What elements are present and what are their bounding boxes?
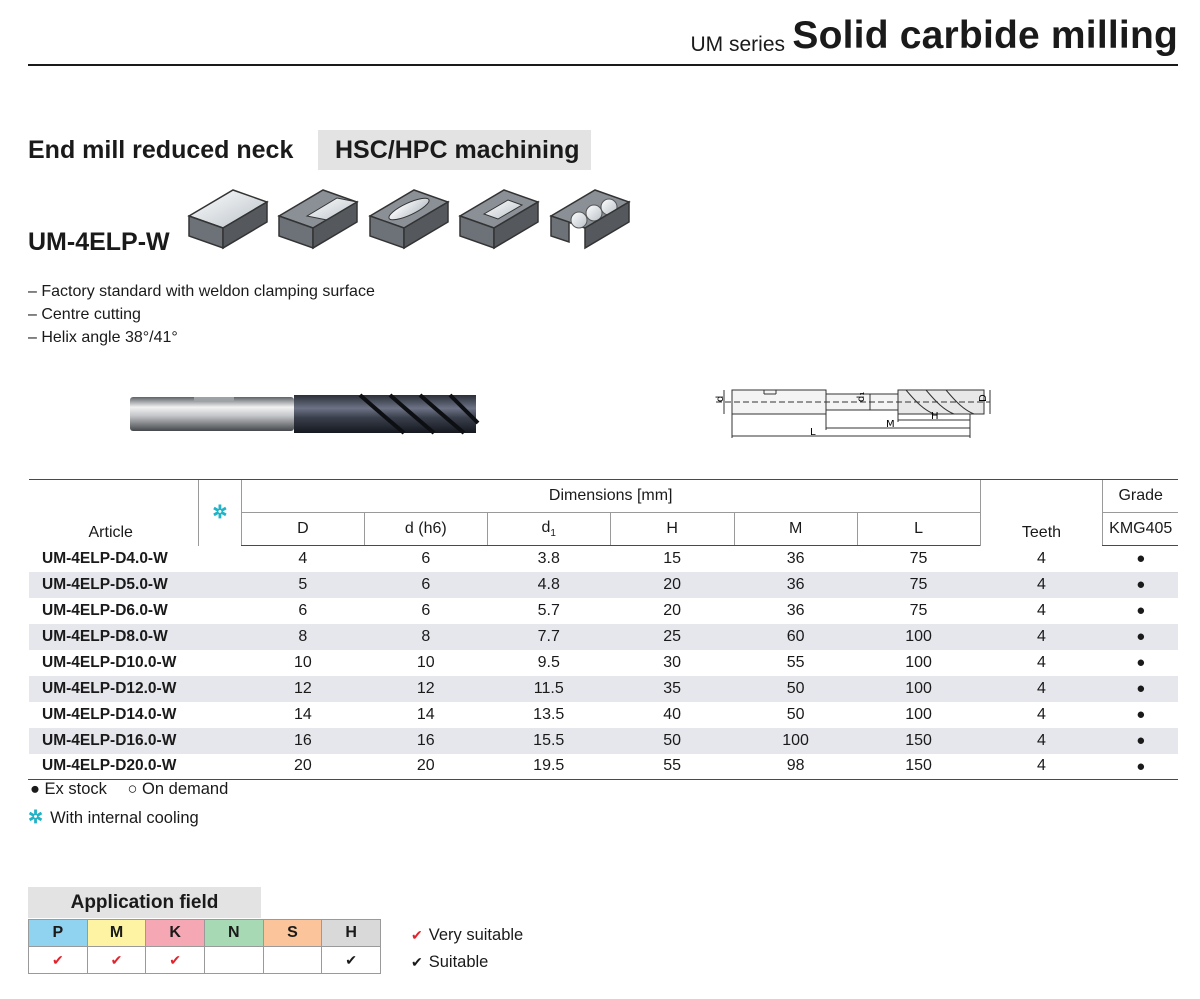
D-cell: 10 xyxy=(293,653,312,671)
grade-availability-cell: ● xyxy=(1136,602,1146,619)
slot-milling-block-icon xyxy=(370,190,448,248)
M-cell: 36 xyxy=(734,572,857,598)
H-cell: 40 xyxy=(663,705,682,723)
column-header-M: M xyxy=(734,513,857,546)
M-cell: 36 xyxy=(786,549,805,567)
face-milling-block-icon xyxy=(189,190,267,248)
feature-list xyxy=(28,280,375,349)
material-group-K: K xyxy=(146,920,205,947)
red-check-icon: ✔ xyxy=(51,951,64,968)
d-cell: 16 xyxy=(364,728,487,754)
H-cell: 30 xyxy=(663,653,682,671)
suitable-legend: ✔ Suitable xyxy=(411,953,489,971)
L-cell: 100 xyxy=(905,653,932,671)
cooling-cell xyxy=(198,754,241,780)
column-header-d1: $d_1$ xyxy=(487,513,610,546)
material-group-H: H xyxy=(322,920,381,947)
article-cell: UM-4ELP-D8.0-W xyxy=(29,624,199,650)
H-cell: 20 xyxy=(610,572,734,598)
M-cell: 100 xyxy=(734,728,857,754)
drawing-label-d1: d₁ xyxy=(856,391,867,402)
dimensions-header: Dimensions [mm] xyxy=(241,480,980,513)
L-cell: 150 xyxy=(857,728,980,754)
L-cell: 150 xyxy=(857,754,980,780)
material-group-P: P xyxy=(29,920,88,947)
black-check-icon: ✔ xyxy=(411,954,423,970)
d-cell: 14 xyxy=(416,705,435,723)
article-column-header: Article xyxy=(29,480,199,546)
H-cell: 35 xyxy=(610,676,734,702)
M-cell: 60 xyxy=(734,624,857,650)
page-title: Solid carbide milling xyxy=(792,14,1178,57)
d-cell: 20 xyxy=(364,754,487,780)
H-cell: 55 xyxy=(610,754,734,780)
suitability-legend xyxy=(411,922,523,976)
suitability-row xyxy=(29,947,381,974)
drawing-label-D: D xyxy=(978,394,989,402)
table-row xyxy=(29,676,1179,702)
article-code: UM-4ELP-W xyxy=(28,228,170,256)
table-row xyxy=(29,572,1179,598)
M-cell: 98 xyxy=(734,754,857,780)
d1-cell: 9.5 xyxy=(537,653,560,671)
d1-cell: 15.5 xyxy=(487,728,610,754)
D-cell: 20 xyxy=(241,754,364,780)
teeth-cell: 4 xyxy=(980,754,1103,780)
drawing-label-M: M xyxy=(886,419,895,430)
d-cell: 6 xyxy=(421,549,431,567)
cooling-column-header xyxy=(198,480,241,546)
D-cell: 5 xyxy=(241,572,364,598)
D-cell: 8 xyxy=(241,624,364,650)
cooling-cell xyxy=(198,598,241,624)
column-header-d-h6: d (h6) xyxy=(364,513,487,546)
grade-header: Grade xyxy=(1103,480,1178,513)
teeth-cell: 4 xyxy=(980,728,1103,754)
D-cell: 14 xyxy=(293,705,312,723)
red-check-icon: ✔ xyxy=(110,951,123,968)
internal-cooling-icon: ✲ xyxy=(28,807,44,827)
teeth-cell: 4 xyxy=(1037,653,1046,671)
d-cell: 10 xyxy=(416,653,435,671)
suitability-cell-M xyxy=(87,947,146,974)
feature-item: – Factory standard with weldon clamping surface xyxy=(28,283,375,300)
drawing-label-d: d xyxy=(715,395,726,402)
drawing-label-H: H xyxy=(931,411,939,422)
material-group-M: M xyxy=(87,920,146,947)
M-cell: 50 xyxy=(786,705,805,723)
grade-availability-cell: ● xyxy=(1136,550,1146,568)
material-group-row xyxy=(29,920,381,947)
table-row xyxy=(29,546,1179,572)
table-row xyxy=(29,728,1179,754)
page-header xyxy=(28,14,1178,66)
d1-cell: 5.7 xyxy=(537,601,560,619)
ex-stock-legend: ● Ex stock xyxy=(30,780,107,798)
cooling-cell xyxy=(198,702,241,728)
cooling-cell xyxy=(198,650,241,676)
M-cell: 50 xyxy=(734,676,857,702)
suitability-cell-H xyxy=(322,947,381,974)
cooling-cell xyxy=(198,572,241,598)
pocket-milling-block-icon xyxy=(460,190,538,248)
stock-legend xyxy=(30,780,244,799)
red-check-icon: ✔ xyxy=(411,927,423,943)
H-cell: 25 xyxy=(610,624,734,650)
d-cell: 6 xyxy=(364,572,487,598)
end-mill-photo xyxy=(128,385,482,435)
specification-rows xyxy=(29,546,1179,780)
teeth-cell: 4 xyxy=(1037,705,1046,723)
d1-cell: 13.5 xyxy=(533,705,565,723)
very-suitable-legend: ✔ Very suitable xyxy=(411,926,524,944)
L-cell: 75 xyxy=(857,572,980,598)
d1-cell: 4.8 xyxy=(487,572,610,598)
M-cell: 55 xyxy=(786,653,805,671)
table-row xyxy=(29,702,1179,728)
grade-availability-cell: ● xyxy=(1136,654,1146,671)
M-cell: 36 xyxy=(786,601,805,619)
article-cell: UM-4ELP-D14.0-W xyxy=(42,705,177,723)
article-cell: UM-4ELP-D6.0-W xyxy=(42,601,168,619)
red-check-icon: ✔ xyxy=(169,951,181,968)
d-cell: 12 xyxy=(364,676,487,702)
suitability-cell-K xyxy=(146,947,205,974)
L-cell: 75 xyxy=(909,549,928,567)
grade-availability-cell: ● xyxy=(1103,754,1178,780)
grade-availability-cell: ● xyxy=(1103,572,1178,598)
feature-item: – Helix angle 38°/41° xyxy=(28,329,178,346)
D-cell: 4 xyxy=(298,549,308,567)
teeth-cell: 4 xyxy=(980,572,1103,598)
L-cell: 100 xyxy=(857,624,980,650)
cooling-cell xyxy=(198,728,241,754)
D-cell: 12 xyxy=(241,676,364,702)
table-row xyxy=(29,650,1179,676)
teeth-column-header: Teeth xyxy=(980,480,1103,546)
H-cell: 20 xyxy=(663,601,682,619)
machining-tag: HSC/HPC machining xyxy=(318,130,591,170)
d1-cell: 7.7 xyxy=(487,624,610,650)
article-cell: UM-4ELP-D20.0-W xyxy=(29,754,199,780)
grade-name-header: KMG405 xyxy=(1103,513,1178,546)
d-cell: 6 xyxy=(421,601,431,619)
L-cell: 100 xyxy=(857,676,980,702)
specification-table xyxy=(28,479,1178,780)
on-demand-legend: ○ On demand xyxy=(127,780,229,798)
feature-item: – Centre cutting xyxy=(28,306,141,323)
D-cell: 16 xyxy=(241,728,364,754)
article-cell: UM-4ELP-D10.0-W xyxy=(42,653,177,671)
H-cell: 50 xyxy=(610,728,734,754)
workpiece-icons xyxy=(187,186,637,252)
table-row xyxy=(29,754,1179,780)
material-group-S: S xyxy=(263,920,322,947)
grade-availability-cell: ● xyxy=(1103,624,1178,650)
product-title: End mill reduced neck xyxy=(28,136,294,164)
black-check-icon: ✔ xyxy=(345,951,357,968)
d1-cell: 19.5 xyxy=(487,754,610,780)
material-group-N: N xyxy=(204,920,263,947)
d-cell: 8 xyxy=(364,624,487,650)
article-cell: UM-4ELP-D12.0-W xyxy=(29,676,199,702)
table-row xyxy=(29,598,1179,624)
article-cell: UM-4ELP-D4.0-W xyxy=(42,549,168,567)
internal-cooling-icon: ✲ xyxy=(212,502,228,523)
application-field-table xyxy=(28,919,381,974)
column-header-D: D xyxy=(241,513,364,546)
column-header-H: H xyxy=(610,513,734,546)
copy-milling-block-icon xyxy=(551,190,629,248)
L-cell: 75 xyxy=(909,601,928,619)
d1-cell: 3.8 xyxy=(537,549,560,567)
article-cell: UM-4ELP-D5.0-W xyxy=(29,572,199,598)
table-row xyxy=(29,624,1179,650)
teeth-cell: 4 xyxy=(1037,601,1046,619)
D-cell: 6 xyxy=(298,601,308,619)
suitability-cell-S xyxy=(263,947,322,974)
tool-dimension-drawing xyxy=(700,380,1000,446)
teeth-cell: 4 xyxy=(980,624,1103,650)
suitability-cell-N xyxy=(204,947,263,974)
L-cell: 100 xyxy=(905,705,932,723)
teeth-cell: 4 xyxy=(980,676,1103,702)
column-header-L: L xyxy=(857,513,980,546)
suitability-cell-P xyxy=(29,947,88,974)
step-milling-block-icon xyxy=(279,190,357,248)
application-field-title: Application field xyxy=(28,887,261,918)
cooling-cell xyxy=(198,546,241,572)
article-cell: UM-4ELP-D16.0-W xyxy=(29,728,199,754)
cooling-legend xyxy=(28,807,199,828)
grade-availability-cell: ● xyxy=(1103,676,1178,702)
cooling-cell xyxy=(198,676,241,702)
series-label: UM series xyxy=(690,33,785,56)
grade-availability-cell: ● xyxy=(1136,706,1146,723)
grade-availability-cell: ● xyxy=(1103,728,1178,754)
cooling-cell xyxy=(198,624,241,650)
teeth-cell: 4 xyxy=(1037,549,1046,567)
drawing-label-L: L xyxy=(810,427,816,438)
d1-cell: 11.5 xyxy=(487,676,610,702)
H-cell: 15 xyxy=(663,549,682,567)
cooling-legend-text: With internal cooling xyxy=(50,809,199,827)
